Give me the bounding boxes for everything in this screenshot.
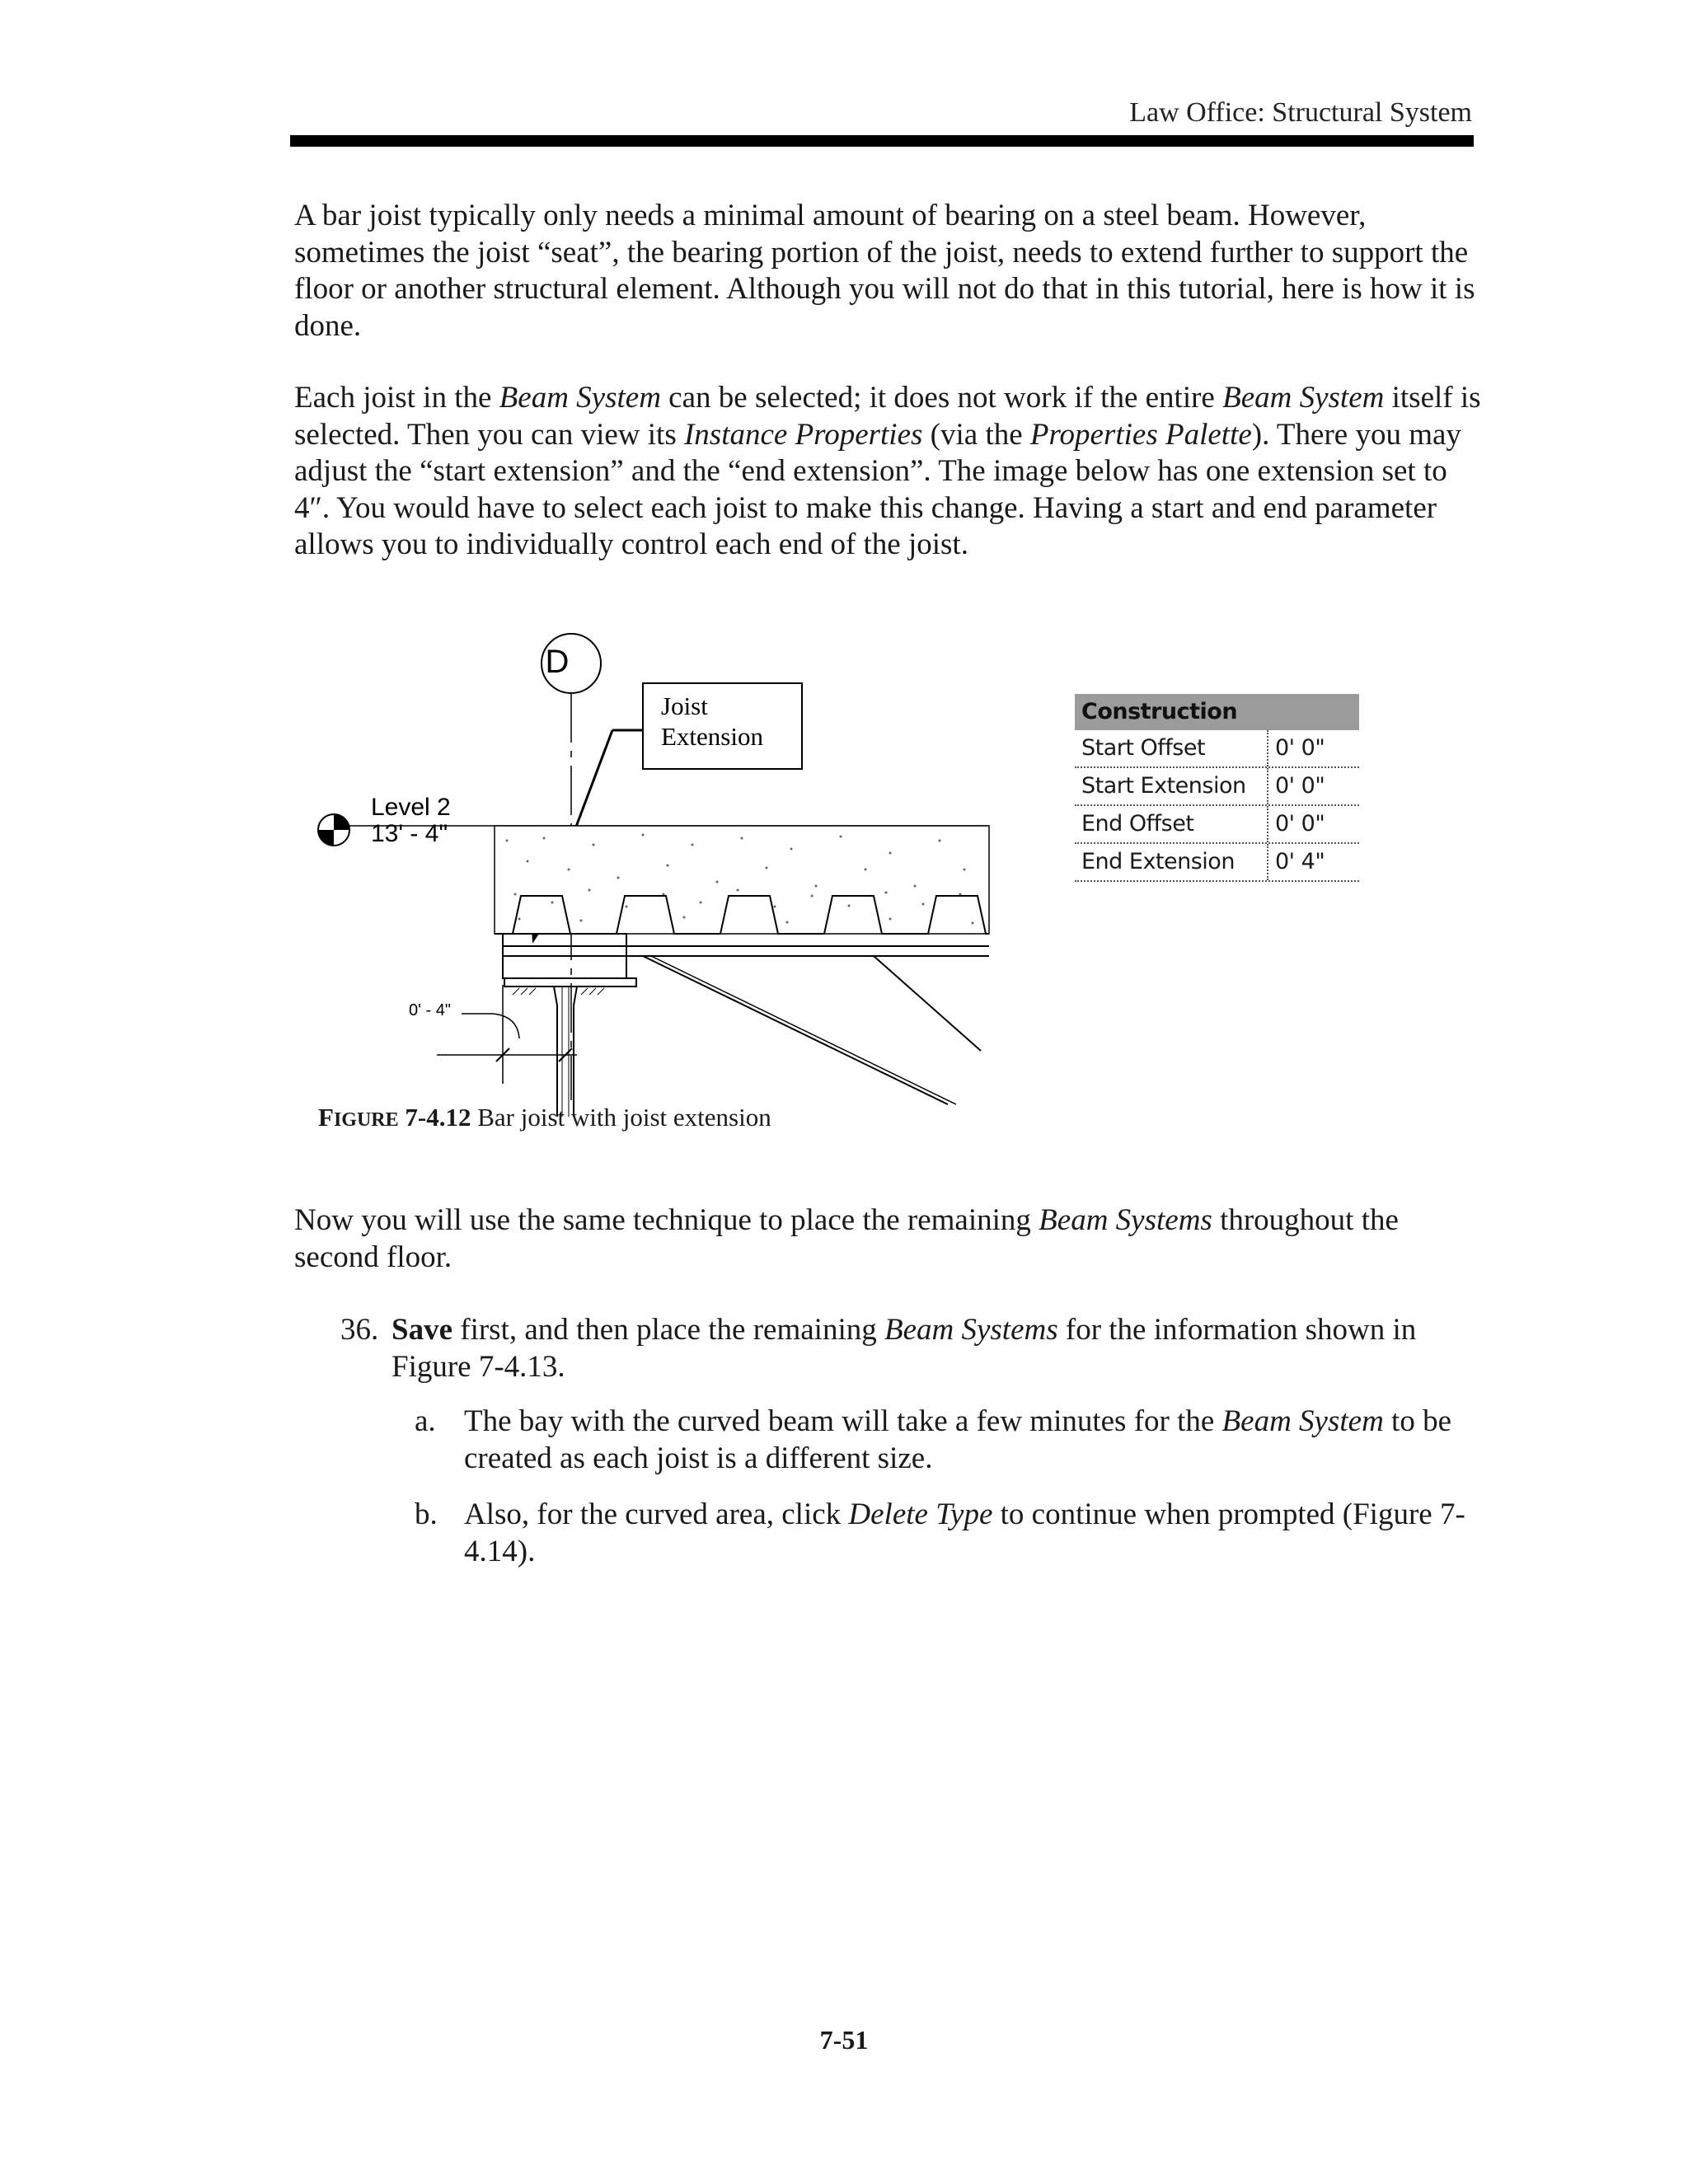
dimension-label: 0' - 4": [409, 1001, 451, 1019]
properties-table: [1075, 694, 1359, 882]
figure-bar-joist-section: [297, 622, 1014, 1117]
joist-web-diagonal-2: [874, 956, 981, 1051]
property-row-end-extension[interactable]: End Extension 0' 4": [1075, 844, 1359, 882]
property-row-end-offset[interactable]: End Offset 0' 0": [1075, 806, 1359, 844]
level-elevation: 13' - 4": [371, 820, 448, 847]
figure-caption: FIGURE 7-4.12 Bar joist with joist extension: [318, 1103, 771, 1132]
property-row-start-offset[interactable]: Start Offset 0' 0": [1075, 730, 1359, 768]
paragraph-remaining-systems: Now you will use the same technique to place the remaining Beam Systems throughout the second floor.: [294, 1203, 1399, 1274]
running-header: Law Office: Structural System: [1129, 97, 1472, 128]
properties-group-header: Construction: [1075, 694, 1359, 730]
beam-flange: [504, 978, 636, 987]
paragraph-instance-properties: Each joist in the Beam System can be selected; it does not work if the entire Beam System itself is selected. Then you can view its Instance Properties (via the Properties Palette). There you may adjust the “start extension” and the “end extension”. The image below has one extension set to 4″. You would have to select each joist to make this change. Having a start and end parameter allows you to individually control each end of the joist.: [294, 381, 1481, 561]
joist-extension-callout: Joist Extension: [661, 691, 763, 751]
grid-bubble-label: D: [545, 644, 570, 680]
page-number: 7-51: [819, 2025, 869, 2055]
section-drawing: [297, 622, 1014, 1117]
level-name: Level 2: [371, 794, 451, 821]
header-rule: [290, 135, 1474, 147]
concrete-slab: [495, 826, 989, 934]
paragraph-intro: A bar joist typically only needs a minimal amount of bearing on a steel beam. However, sometimes the joist “seat”, the bearing portion of the joist, needs to extend further to support the floor or another structural element. Although you will not do that in this tutorial, here is how it is done.: [294, 199, 1475, 343]
property-row-start-extension[interactable]: Start Extension 0' 0": [1075, 768, 1359, 806]
joist-web-diagonal-1: [643, 956, 948, 1104]
